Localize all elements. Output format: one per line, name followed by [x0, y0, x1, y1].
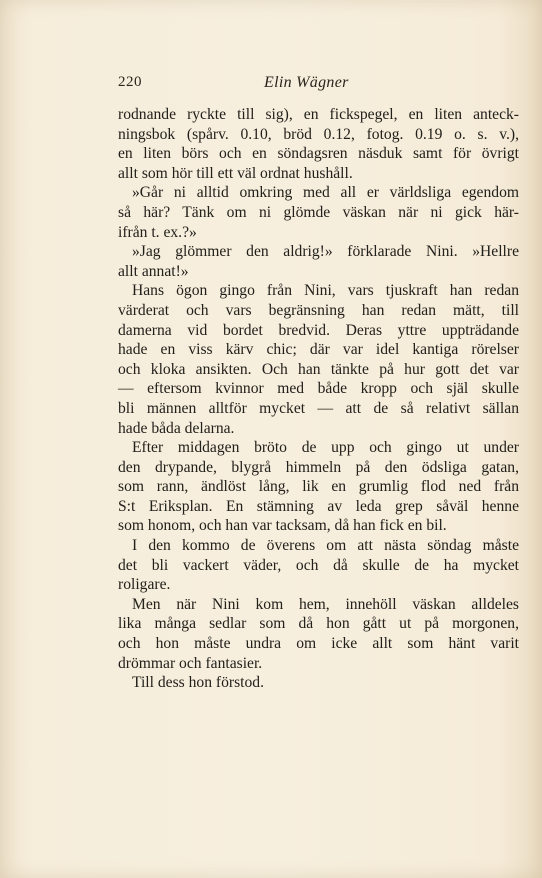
text-line: Efter middagen bröto de upp och gingo ut under	[132, 439, 519, 457]
text-line: som honom, och han var tacksam, då han fick en bil.	[118, 517, 447, 535]
text-line: allt som hör till ett väl ordnat hushåll.	[118, 164, 353, 182]
body-text	[118, 105, 519, 693]
text-line: Till dess hon förstod.	[132, 674, 264, 692]
running-head-author: Elin Wägner	[264, 74, 349, 91]
text-line: ifrån t. ex.?»	[118, 223, 197, 241]
text-line: bli männen alltför mycket — att de så relativt sällan	[118, 399, 519, 417]
text-line: hade båda delarna.	[118, 419, 235, 437]
text-line: S:t Eriksplan. En stämning av leda grep såväl henne	[118, 497, 519, 515]
text-line: som rann, ändlöst lång, lik en grumlig flod ned från	[118, 478, 519, 496]
text-line: det bli vackert väder, och då skulle de ha mycket	[118, 556, 519, 574]
text-line: roligare.	[118, 576, 171, 594]
text-line: Men när Nini kom hem, innehöll väskan alldeles	[132, 595, 519, 613]
text-line: I den kommo de överens om att nästa söndag måste	[132, 537, 519, 555]
text-line: rodnande ryckte till sig), en fickspegel, en liten anteck-	[118, 106, 519, 123]
page-header	[118, 74, 418, 96]
text-line: »Går ni alltid omkring med all er världsliga egendom	[132, 184, 519, 202]
text-line: ningsbok (spårv. 0.10, bröd 0.12, fotog. 0.19 o. s. v.),	[118, 125, 519, 143]
text-line: värderat och vars begränsning han redan mätt, till	[118, 301, 519, 319]
text-line: den drypande, blygrå himmeln på den ödsliga gatan,	[118, 458, 519, 476]
text-line: damerna vid bordet bredvid. Deras yttre uppträdande	[118, 321, 519, 339]
text-line: Hans ögon gingo från Nini, vars tjuskraft han redan	[132, 282, 519, 300]
text-line: — eftersom kvinnor med både kropp och själ skulle	[118, 380, 519, 398]
text-line: »Jag glömmer den aldrig!» förklarade Nini. »Hellre	[132, 243, 519, 261]
text-line: lika många sedlar som då hon gått ut på morgonen,	[118, 615, 519, 633]
text-line: hade en viss kärv chic; där var idel kantiga rörelser	[118, 341, 519, 359]
text-line: drömmar och fantasier.	[118, 654, 263, 672]
text-line: och hon måste undra om icke allt som hänt varit	[118, 635, 519, 653]
text-line: allt annat!»	[118, 262, 189, 280]
page-number: 220	[118, 74, 142, 90]
text-line: en liten börs och en söndagsren näsduk samt för övrigt	[118, 145, 519, 163]
text-line: och kloka ansikten. Och han tänkte på hur gott det var	[118, 360, 519, 378]
text-line: så här? Tänk om ni glömde väskan när ni gick här-	[118, 203, 519, 221]
